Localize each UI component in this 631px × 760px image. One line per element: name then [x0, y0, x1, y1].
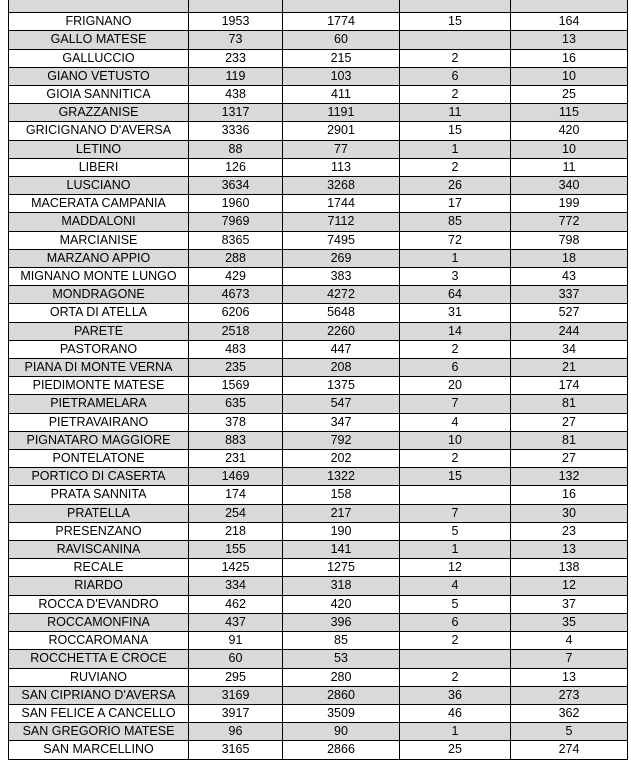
- value-cell-1: 635: [189, 395, 283, 413]
- comune-cell: MONDRAGONE: [9, 286, 189, 304]
- table-row: [9, 613, 628, 631]
- value-cell-4: 10: [511, 67, 628, 85]
- value-cell-1: 3169: [189, 686, 283, 704]
- value-cell-3: [400, 486, 511, 504]
- value-cell-2: 60: [283, 31, 400, 49]
- table-row: [9, 723, 628, 741]
- value-cell-3: 64: [400, 286, 511, 304]
- table-row: [9, 704, 628, 722]
- value-cell-2: 3509: [283, 704, 400, 722]
- value-cell-2: 411: [283, 86, 400, 104]
- value-cell-3: 25: [400, 741, 511, 759]
- value-cell-4: 18: [511, 249, 628, 267]
- value-cell-1: 1469: [189, 468, 283, 486]
- value-cell-1: 218: [189, 522, 283, 540]
- table-row: [9, 122, 628, 140]
- value-cell-4: 337: [511, 286, 628, 304]
- value-cell-1: 1953: [189, 13, 283, 31]
- comune-cell: MARZANO APPIO: [9, 249, 189, 267]
- comune-cell: [9, 0, 189, 13]
- value-cell-4: 13: [511, 31, 628, 49]
- table-row: [9, 0, 628, 13]
- value-cell-1: 295: [189, 668, 283, 686]
- value-cell-4: 23: [511, 522, 628, 540]
- table-row: [9, 340, 628, 358]
- value-cell-4: 5: [511, 723, 628, 741]
- value-cell-4: 340: [511, 177, 628, 195]
- table-row: [9, 286, 628, 304]
- comune-cell: SAN CIPRIANO D'AVERSA: [9, 686, 189, 704]
- value-cell-4: 798: [511, 231, 628, 249]
- value-cell-2: 1774: [283, 13, 400, 31]
- comune-cell: PASTORANO: [9, 340, 189, 358]
- value-cell-1: 429: [189, 268, 283, 286]
- value-cell-3: 12: [400, 559, 511, 577]
- value-cell-3: 6: [400, 613, 511, 631]
- value-cell-4: 527: [511, 304, 628, 322]
- table-row: [9, 668, 628, 686]
- table-row: [9, 322, 628, 340]
- table-row: [9, 577, 628, 595]
- value-cell-3: 6: [400, 67, 511, 85]
- table-row: [9, 177, 628, 195]
- value-cell-2: 217: [283, 504, 400, 522]
- value-cell-4: [511, 0, 628, 13]
- value-cell-2: 280: [283, 668, 400, 686]
- table-row: [9, 595, 628, 613]
- data-table: [8, 0, 628, 760]
- value-cell-1: 1960: [189, 195, 283, 213]
- value-cell-2: 77: [283, 140, 400, 158]
- value-cell-3: 2: [400, 668, 511, 686]
- value-cell-4: 420: [511, 122, 628, 140]
- value-cell-2: 347: [283, 413, 400, 431]
- comune-cell: LIBERI: [9, 158, 189, 176]
- value-cell-1: 1317: [189, 104, 283, 122]
- value-cell-2: 420: [283, 595, 400, 613]
- value-cell-1: 483: [189, 340, 283, 358]
- value-cell-3: 72: [400, 231, 511, 249]
- comune-cell: GRAZZANISE: [9, 104, 189, 122]
- value-cell-1: 288: [189, 249, 283, 267]
- value-cell-1: 437: [189, 613, 283, 631]
- value-cell-4: 13: [511, 668, 628, 686]
- value-cell-3: [400, 0, 511, 13]
- comune-cell: ROCCAROMANA: [9, 632, 189, 650]
- comune-cell: GIOIA SANNITICA: [9, 86, 189, 104]
- value-cell-4: 16: [511, 486, 628, 504]
- comune-cell: PARETE: [9, 322, 189, 340]
- value-cell-3: 15: [400, 13, 511, 31]
- value-cell-4: 43: [511, 268, 628, 286]
- value-cell-4: 7: [511, 650, 628, 668]
- value-cell-3: 7: [400, 395, 511, 413]
- value-cell-4: 772: [511, 213, 628, 231]
- value-cell-4: 25: [511, 86, 628, 104]
- value-cell-3: 1: [400, 541, 511, 559]
- value-cell-2: 1375: [283, 377, 400, 395]
- value-cell-4: 132: [511, 468, 628, 486]
- comune-cell: SAN FELICE A CANCELLO: [9, 704, 189, 722]
- table-row: [9, 431, 628, 449]
- value-cell-2: 792: [283, 431, 400, 449]
- comune-cell: MIGNANO MONTE LUNGO: [9, 268, 189, 286]
- value-cell-1: 1569: [189, 377, 283, 395]
- comune-cell: SAN MARCELLINO: [9, 741, 189, 759]
- value-cell-1: 6206: [189, 304, 283, 322]
- table-row: [9, 304, 628, 322]
- value-cell-1: 2518: [189, 322, 283, 340]
- value-cell-3: [400, 31, 511, 49]
- value-cell-2: 318: [283, 577, 400, 595]
- comune-cell: RAVISCANINA: [9, 541, 189, 559]
- comune-cell: ORTA DI ATELLA: [9, 304, 189, 322]
- comune-cell: RUVIANO: [9, 668, 189, 686]
- value-cell-2: 447: [283, 340, 400, 358]
- comune-cell: PIGNATARO MAGGIORE: [9, 431, 189, 449]
- value-cell-3: 1: [400, 249, 511, 267]
- table-row: [9, 213, 628, 231]
- value-cell-3: 1: [400, 140, 511, 158]
- value-cell-4: 274: [511, 741, 628, 759]
- comune-cell: PIETRAVAIRANO: [9, 413, 189, 431]
- table-row: [9, 140, 628, 158]
- value-cell-4: 81: [511, 431, 628, 449]
- value-cell-2: 208: [283, 359, 400, 377]
- comune-cell: FRIGNANO: [9, 13, 189, 31]
- value-cell-4: 27: [511, 450, 628, 468]
- value-cell-2: 1322: [283, 468, 400, 486]
- value-cell-3: 2: [400, 632, 511, 650]
- table-row: [9, 413, 628, 431]
- value-cell-1: 4673: [189, 286, 283, 304]
- value-cell-3: 2: [400, 158, 511, 176]
- table-row: [9, 359, 628, 377]
- value-cell-2: 396: [283, 613, 400, 631]
- table-row: [9, 486, 628, 504]
- comune-cell: MACERATA CAMPANIA: [9, 195, 189, 213]
- comune-cell: MARCIANISE: [9, 231, 189, 249]
- comune-cell: PONTELATONE: [9, 450, 189, 468]
- value-cell-4: 10: [511, 140, 628, 158]
- value-cell-1: 334: [189, 577, 283, 595]
- table-row: [9, 504, 628, 522]
- value-cell-4: 244: [511, 322, 628, 340]
- value-cell-4: 362: [511, 704, 628, 722]
- value-cell-3: 36: [400, 686, 511, 704]
- value-cell-2: 85: [283, 632, 400, 650]
- table-row: [9, 541, 628, 559]
- value-cell-4: 11: [511, 158, 628, 176]
- value-cell-3: 7: [400, 504, 511, 522]
- value-cell-1: 235: [189, 359, 283, 377]
- comune-cell: LETINO: [9, 140, 189, 158]
- value-cell-3: 11: [400, 104, 511, 122]
- table-row: [9, 195, 628, 213]
- comune-cell: PRATELLA: [9, 504, 189, 522]
- comune-cell: SAN GREGORIO MATESE: [9, 723, 189, 741]
- value-cell-4: 81: [511, 395, 628, 413]
- table-row: [9, 67, 628, 85]
- value-cell-3: 2: [400, 340, 511, 358]
- value-cell-2: 2866: [283, 741, 400, 759]
- value-cell-1: 8365: [189, 231, 283, 249]
- value-cell-1: 3165: [189, 741, 283, 759]
- value-cell-1: 174: [189, 486, 283, 504]
- value-cell-1: 3336: [189, 122, 283, 140]
- value-cell-1: 60: [189, 650, 283, 668]
- table-row: [9, 468, 628, 486]
- value-cell-3: 1: [400, 723, 511, 741]
- table-row: [9, 450, 628, 468]
- value-cell-4: 199: [511, 195, 628, 213]
- value-cell-1: 3917: [189, 704, 283, 722]
- value-cell-2: 1191: [283, 104, 400, 122]
- comune-cell: LUSCIANO: [9, 177, 189, 195]
- value-cell-1: 119: [189, 67, 283, 85]
- table-body: [9, 0, 628, 759]
- value-cell-2: 2860: [283, 686, 400, 704]
- value-cell-4: 34: [511, 340, 628, 358]
- table-row: [9, 249, 628, 267]
- table-row: [9, 13, 628, 31]
- value-cell-4: 174: [511, 377, 628, 395]
- value-cell-3: 2: [400, 49, 511, 67]
- value-cell-1: 233: [189, 49, 283, 67]
- value-cell-3: 2: [400, 450, 511, 468]
- value-cell-4: 21: [511, 359, 628, 377]
- value-cell-3: 2: [400, 86, 511, 104]
- value-cell-2: 2260: [283, 322, 400, 340]
- value-cell-4: 12: [511, 577, 628, 595]
- value-cell-1: 96: [189, 723, 283, 741]
- table-row: [9, 86, 628, 104]
- value-cell-1: 883: [189, 431, 283, 449]
- value-cell-3: 5: [400, 595, 511, 613]
- table-row: [9, 522, 628, 540]
- table-row: [9, 49, 628, 67]
- value-cell-1: [189, 0, 283, 13]
- comune-cell: RIARDO: [9, 577, 189, 595]
- value-cell-1: 438: [189, 86, 283, 104]
- comune-cell: PIETRAMELARA: [9, 395, 189, 413]
- value-cell-2: 113: [283, 158, 400, 176]
- table-row: [9, 686, 628, 704]
- value-cell-4: 37: [511, 595, 628, 613]
- value-cell-1: 462: [189, 595, 283, 613]
- value-cell-2: 547: [283, 395, 400, 413]
- table-row: [9, 231, 628, 249]
- comune-cell: PRATA SANNITA: [9, 486, 189, 504]
- value-cell-2: 90: [283, 723, 400, 741]
- table-row: [9, 377, 628, 395]
- value-cell-4: 4: [511, 632, 628, 650]
- value-cell-4: 16: [511, 49, 628, 67]
- value-cell-4: 13: [511, 541, 628, 559]
- table-row: [9, 395, 628, 413]
- table-row: [9, 31, 628, 49]
- value-cell-2: [283, 0, 400, 13]
- value-cell-3: 14: [400, 322, 511, 340]
- value-cell-3: 20: [400, 377, 511, 395]
- table-row: [9, 104, 628, 122]
- value-cell-1: 1425: [189, 559, 283, 577]
- value-cell-3: 46: [400, 704, 511, 722]
- comune-cell: ROCCHETTA E CROCE: [9, 650, 189, 668]
- value-cell-4: 138: [511, 559, 628, 577]
- value-cell-1: 88: [189, 140, 283, 158]
- comune-cell: ROCCAMONFINA: [9, 613, 189, 631]
- value-cell-4: 273: [511, 686, 628, 704]
- value-cell-1: 231: [189, 450, 283, 468]
- value-cell-1: 378: [189, 413, 283, 431]
- value-cell-3: 26: [400, 177, 511, 195]
- comune-cell: GALLUCCIO: [9, 49, 189, 67]
- value-cell-2: 190: [283, 522, 400, 540]
- table-row: [9, 559, 628, 577]
- value-cell-1: 126: [189, 158, 283, 176]
- value-cell-2: 7112: [283, 213, 400, 231]
- comune-cell: ROCCA D'EVANDRO: [9, 595, 189, 613]
- value-cell-4: 27: [511, 413, 628, 431]
- value-cell-3: 4: [400, 413, 511, 431]
- value-cell-2: 1275: [283, 559, 400, 577]
- comune-cell: MADDALONI: [9, 213, 189, 231]
- value-cell-2: 1744: [283, 195, 400, 213]
- value-cell-4: 115: [511, 104, 628, 122]
- comune-cell: GIANO VETUSTO: [9, 67, 189, 85]
- value-cell-1: 91: [189, 632, 283, 650]
- value-cell-1: 155: [189, 541, 283, 559]
- value-cell-1: 3634: [189, 177, 283, 195]
- value-cell-2: 383: [283, 268, 400, 286]
- value-cell-2: 2901: [283, 122, 400, 140]
- value-cell-4: 164: [511, 13, 628, 31]
- value-cell-3: 3: [400, 268, 511, 286]
- value-cell-3: 85: [400, 213, 511, 231]
- comune-cell: GALLO MATESE: [9, 31, 189, 49]
- table-row: [9, 741, 628, 759]
- comune-cell: PIEDIMONTE MATESE: [9, 377, 189, 395]
- value-cell-2: 141: [283, 541, 400, 559]
- value-cell-1: 73: [189, 31, 283, 49]
- value-cell-3: 5: [400, 522, 511, 540]
- table-row: [9, 268, 628, 286]
- value-cell-3: 17: [400, 195, 511, 213]
- value-cell-1: 7969: [189, 213, 283, 231]
- value-cell-2: 215: [283, 49, 400, 67]
- value-cell-3: 15: [400, 468, 511, 486]
- table-row: [9, 158, 628, 176]
- value-cell-2: 53: [283, 650, 400, 668]
- value-cell-2: 4272: [283, 286, 400, 304]
- comune-cell: PRESENZANO: [9, 522, 189, 540]
- comune-cell: GRICIGNANO D'AVERSA: [9, 122, 189, 140]
- value-cell-3: 6: [400, 359, 511, 377]
- value-cell-2: 158: [283, 486, 400, 504]
- value-cell-3: 4: [400, 577, 511, 595]
- comune-cell: RECALE: [9, 559, 189, 577]
- value-cell-3: 31: [400, 304, 511, 322]
- value-cell-2: 103: [283, 67, 400, 85]
- value-cell-4: 35: [511, 613, 628, 631]
- value-cell-2: 269: [283, 249, 400, 267]
- table-row: [9, 632, 628, 650]
- value-cell-2: 202: [283, 450, 400, 468]
- value-cell-2: 5648: [283, 304, 400, 322]
- value-cell-1: 254: [189, 504, 283, 522]
- value-cell-2: 3268: [283, 177, 400, 195]
- value-cell-4: 30: [511, 504, 628, 522]
- comune-cell: PIANA DI MONTE VERNA: [9, 359, 189, 377]
- table-row: [9, 650, 628, 668]
- value-cell-3: 10: [400, 431, 511, 449]
- value-cell-3: 15: [400, 122, 511, 140]
- value-cell-3: [400, 650, 511, 668]
- value-cell-2: 7495: [283, 231, 400, 249]
- comune-cell: PORTICO DI CASERTA: [9, 468, 189, 486]
